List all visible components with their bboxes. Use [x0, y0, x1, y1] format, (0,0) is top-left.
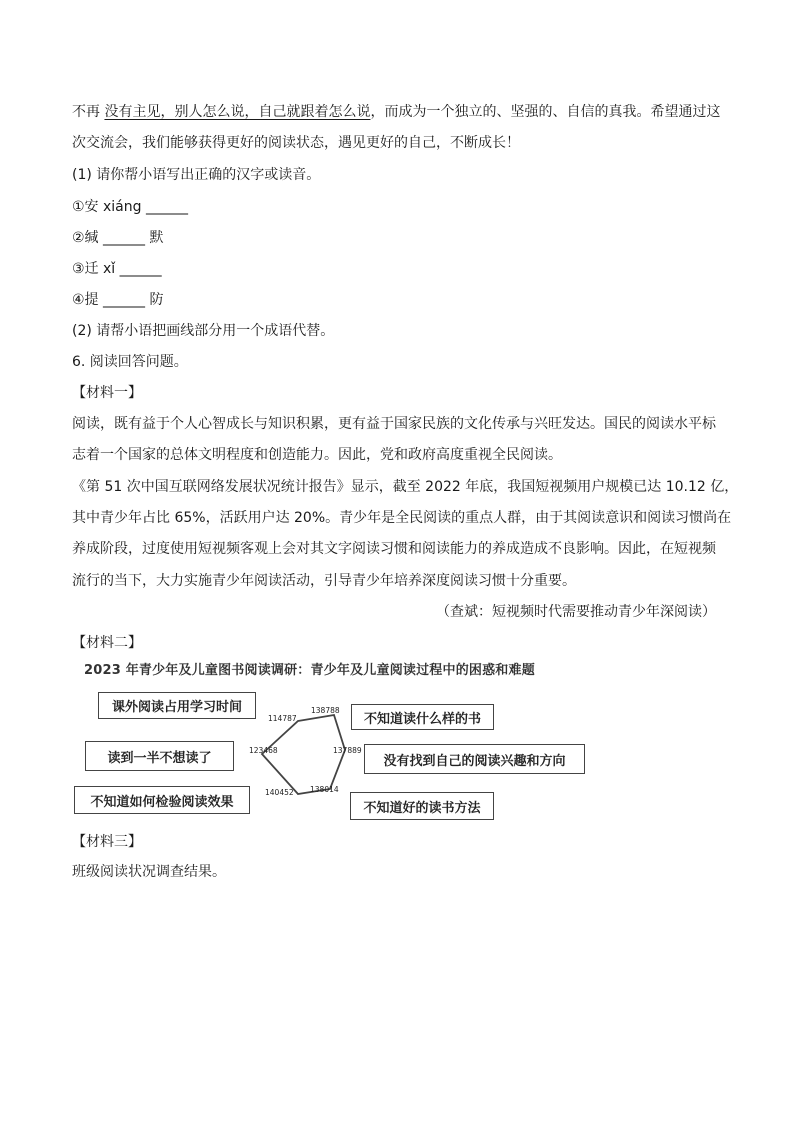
box-stop-halfway: 读到一半不想读了 [85, 741, 234, 771]
material-1-line-1: 阅读，既有益于个人心智成长与知识积累，更有益于国家民族的文化传承与兴旺发达。国民的阅读水平标 [72, 416, 716, 432]
value-2: 138788 [311, 706, 340, 715]
value-1: 114787 [268, 714, 297, 723]
material-2-title: 【材料二】 [72, 635, 142, 651]
line1-post: ，而成为一个独立的、坚强的、自信的真我。希望通过这 [370, 104, 721, 120]
material-3-title: 【材料三】 [72, 834, 142, 850]
box-reading-method: 不知道好的读书方法 [350, 792, 494, 820]
material-3-text: 班级阅读状况调查结果。 [72, 864, 226, 880]
question-6: 6. 阅读回答问题。 [72, 354, 188, 370]
value-5: 140452 [265, 788, 294, 797]
figure-title: 2023 年青少年及儿童图书阅读调研：青少年及儿童阅读过程中的困惑和难题 [84, 663, 535, 678]
box-extracurricular-reading: 课外阅读占用学习时间 [98, 692, 256, 719]
value-3: 123468 [249, 746, 278, 755]
material-1-title: 【材料一】 [72, 385, 142, 401]
material-1-line-4: 其中青少年占比 65%，活跃用户达 20%。青少年是全民阅读的重点人群，由于其阅读意识和阅读习惯尚在 [72, 510, 732, 526]
box-interest-direction: 没有找到自己的阅读兴趣和方向 [364, 744, 585, 774]
item-1: ①安 xiáng ______ [72, 199, 188, 215]
question-2: (2) 请帮小语把画线部分用一个成语代替。 [72, 323, 335, 339]
material-1-line-2: 志着一个国家的总体文明程度和创造能力。因此，党和政府高度重视全民阅读。 [72, 447, 562, 463]
underlined-phrase: 没有主见，别人怎么说，自己就跟着怎么说 [104, 104, 371, 120]
box-check-reading-effect: 不知道如何检验阅读效果 [74, 786, 250, 814]
material-1-line-5: 养成阶段，过度使用短视频客观上会对其文字阅读习惯和阅读能力的养成造成不良影响。因此，在短视频 [72, 541, 716, 557]
value-4: 137889 [333, 746, 362, 755]
paragraph-line-2: 次交流会，我们能够获得更好的阅读状态，遇见更好的自己，不断成长！ [72, 135, 520, 151]
item-4: ④提 ______ 防 [72, 292, 164, 308]
box-what-to-read: 不知道读什么样的书 [351, 704, 494, 730]
item-3: ③迁 xǐ ______ [72, 261, 162, 277]
question-1: (1) 请你帮小语写出正确的汉字或读音。 [72, 167, 321, 183]
value-6: 138014 [310, 785, 339, 794]
material-1-line-3: 《第 51 次中国互联网络发展状况统计报告》显示，截至 2022 年底，我国短视频用户规模已达 10.12 亿， [72, 479, 739, 495]
item-2: ②缄 ______ 默 [72, 230, 164, 246]
material-1-line-6: 流行的当下，大力实施青少年阅读活动，引导青少年培养深度阅读习惯十分重要。 [72, 573, 576, 589]
line1-pre: 不再 [72, 104, 100, 120]
material-1-source: （查斌：短视频时代需要推动青少年深阅读） [436, 604, 716, 620]
